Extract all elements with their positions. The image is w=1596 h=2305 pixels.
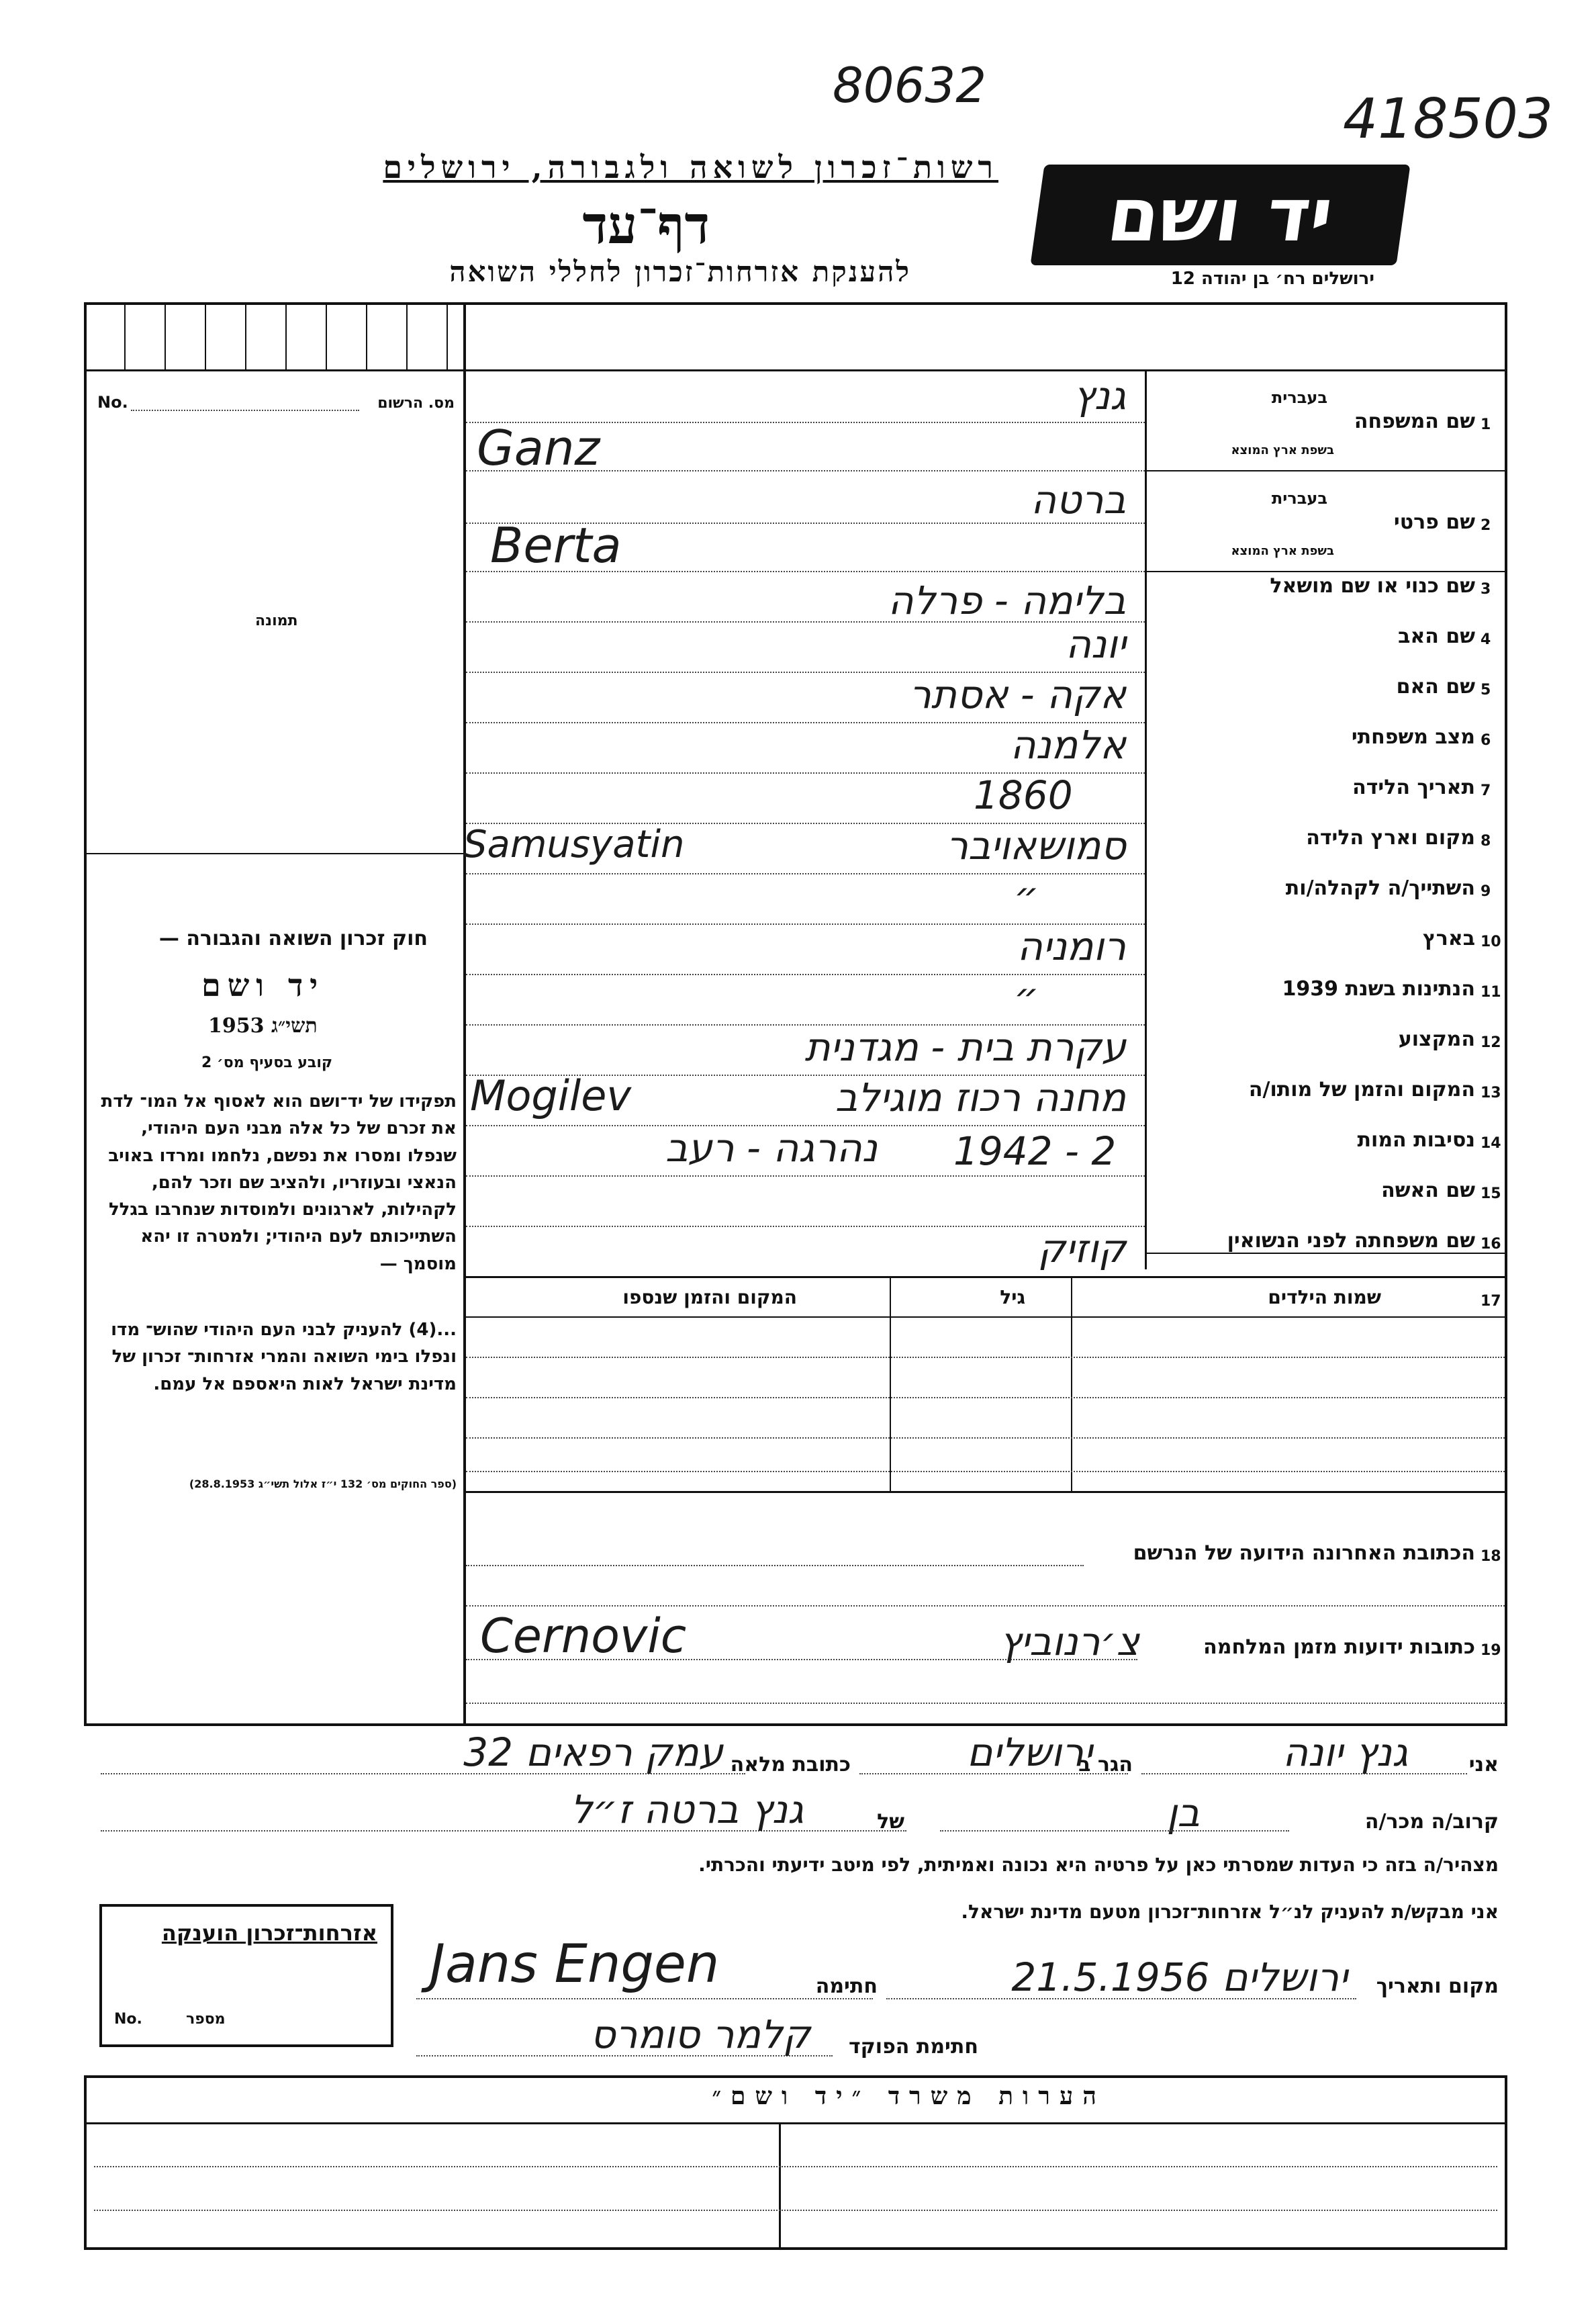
children-table-number: 17 (1481, 1293, 1501, 1310)
law-text-2: ...(4) להעניק לבני העם היהודי שהוש־ מדו ונפלו בימי השואה והמרי אזרחות־ זכרון של מדינת ישראל לאות היאספם אל עמם. (111, 1320, 457, 1394)
field-6-label: מצב משפחתי (1351, 725, 1475, 749)
children-header-place-time: המקום והזמן שנספו (622, 1286, 797, 1308)
law-name: יד ושם (201, 967, 325, 1003)
field-12-label: המקצוע (1398, 1028, 1475, 1051)
field-7-number: 7 (1481, 782, 1491, 799)
decl-full-address-label: כתובת מלאה (730, 1753, 851, 1776)
field-5-label: שם האם (1396, 675, 1475, 698)
field-1-orig-tag: בשפת ארץ המוצא (1231, 443, 1334, 457)
decl-statement: מצהיר/ה בזה כי העדות שמסרתי כאן על פרטיה היא נכונה ואמיתית, לפי מיטב ידיעתי והכרתי. (698, 1854, 1499, 1876)
decl-city: ירושלים (966, 1729, 1092, 1775)
address-18-number: 18 (1481, 1548, 1501, 1565)
grant-box (99, 1904, 393, 2047)
logo-address: ירושלים רח׳ בן יהודה 12 (1170, 269, 1374, 289)
field-14-value: נהרגה - רעב (665, 1125, 878, 1171)
authority-header: רשות־זכרון לשואה ולגבורה, ירושלים (383, 149, 998, 185)
decl-place-date: ירושלים 21.5.1956 (1011, 1954, 1348, 2000)
field-8-value-orig: Samusyatin (463, 823, 685, 866)
law-year: תשי״ג 1953 (208, 1014, 318, 1038)
field-13-number: 13 (1481, 1085, 1501, 1101)
decl-request: אני מבקש/ת להעניק לנ״ל אזרחות־זכרון מטעם מדינת ישראל. (961, 1901, 1499, 1923)
address-19-value-he: צ׳רנוביץ (999, 1619, 1139, 1664)
remarks-title: הערות משרד ״יד ושם״ (712, 2082, 1106, 2110)
field-3-number: 3 (1481, 581, 1491, 598)
field-3-label: שם כנוי או שם מושאל (1270, 574, 1475, 598)
decl-official-label: חתימת הפוקד (849, 2035, 978, 2059)
field-13-value: מחנה רכוז מוגילב (835, 1075, 1126, 1120)
address-19-value-orig: Cernovic (480, 1609, 687, 1664)
field-10-label: בארץ (1422, 927, 1475, 950)
address-19-label: כתובות ידועות מזמן המלחמה (1203, 1635, 1475, 1659)
field-9-number: 9 (1481, 883, 1491, 900)
grant-box-no-he: מספר (186, 2011, 226, 2028)
decl-i-am: אני (1468, 1753, 1499, 1776)
decl-place-date-label: מקום ותאריך (1376, 1975, 1499, 1998)
field-5-number: 5 (1481, 682, 1491, 698)
field-1-label: שם המשפחה (1354, 410, 1475, 433)
field-16-value: קוזיק (1037, 1226, 1126, 1271)
reg-no-en: No. (97, 393, 128, 412)
grant-box-no-en: No. (114, 2011, 142, 2028)
field-12-value: עקרת בית - מגדנית (804, 1024, 1126, 1070)
decl-resides: הגר ב (1078, 1753, 1133, 1776)
field-4-value: יונה (1066, 621, 1126, 667)
field-2-value-he: ברטה (1031, 477, 1126, 523)
form-subtitle: להענקת אזרחות־זכרון לחללי השואה (449, 255, 911, 288)
field-1-value-orig: Ganz (477, 420, 600, 476)
field-11-label: הנתינות בשנת 1939 (1282, 977, 1475, 1001)
photo-label: תמונה (255, 613, 298, 629)
decl-full-address: עמק רפאים 32 (463, 1729, 723, 1775)
file-number-right: 418503 (1343, 87, 1554, 151)
field-6-value: אלמנה (1010, 722, 1126, 768)
field-16-label: שם משפחתה לפני הנשואין (1227, 1229, 1475, 1253)
law-title: חוק זכרון השואה והגבורה — (158, 927, 428, 950)
address-19-number: 19 (1481, 1642, 1501, 1659)
field-1-number: 1 (1481, 416, 1491, 433)
field-9-label: השתייך/ה לקהלה/ות (1285, 876, 1475, 900)
children-header-age: גיל (1000, 1286, 1025, 1308)
field-1-he-tag: בעברית (1271, 388, 1327, 407)
field-11-value: ״ (1014, 974, 1039, 1020)
decl-relative: קרוב/ה מכר/ה (1364, 1810, 1499, 1834)
field-8-number: 8 (1481, 833, 1491, 850)
field-7-value: 1860 (974, 772, 1073, 818)
field-10-value: רומניה (1017, 923, 1126, 969)
field-9-value: ״ (1014, 873, 1039, 919)
field-8-label: מקום וארץ הלידה (1306, 826, 1475, 850)
field-8-value: סמושאויבר (946, 823, 1126, 868)
field-4-number: 4 (1481, 631, 1491, 648)
decl-signature-label: חתימה (815, 1975, 878, 1998)
field-3-value: בלימה - פרלה (888, 578, 1126, 623)
reg-no-he: מס. הרשום (377, 395, 455, 412)
field-4-label: שם האב (1398, 625, 1475, 648)
field-2-he-tag: בעברית (1271, 489, 1327, 508)
decl-signature: Jans Engen (430, 1934, 720, 1995)
field-14-year: 1942 - 2 (953, 1128, 1117, 1174)
file-number-left: 80632 (833, 57, 987, 114)
field-7-label: תאריך הלידה (1352, 776, 1475, 799)
decl-official-signature: קלמר סומרס (590, 2012, 810, 2057)
yad-vashem-logo (1030, 165, 1410, 265)
decl-name: גנץ יונה (1282, 1729, 1408, 1775)
decl-of-value: גנץ ברטה ז״ל (570, 1787, 804, 1832)
field-2-number: 2 (1481, 517, 1491, 534)
field-15-number: 15 (1481, 1185, 1501, 1202)
field-13-value-orig: Mogilev (470, 1071, 632, 1120)
logo-text: יד ושם (1102, 172, 1339, 258)
field-13-label: המקום והזמן של מותו/ה (1248, 1078, 1475, 1101)
law-clause: קובע בסעיף מס׳ 2 (201, 1054, 333, 1071)
field-16-number: 16 (1481, 1236, 1501, 1253)
field-15-label: שם האשה (1381, 1179, 1475, 1202)
children-header-names: שמות הילדים (1268, 1286, 1381, 1308)
field-14-label: נסיבות המות (1357, 1128, 1475, 1152)
grant-box-title: אזרחות־זכרון הוענקה (161, 1920, 377, 1946)
field-2-label: שם פרטי (1393, 510, 1475, 534)
field-5-value: אקה - אסתר (909, 672, 1126, 717)
law-text: תפקידו של יד־ושם הוא לאסוף אל המו־ לדת את זכרם של כל אלה מבני העם היהודי, שנפלו ומסרו את נפשם, נלחמו ומרדו באויב הנאצי ובעוזריו, ולהציב שם וזכר להם, לקהילות, לארגונים ולמוסדות שנחרבו בגלל השתייכותם לעם היהודי; ולמטרה זו יהא מוסמך — (101, 1091, 457, 1274)
field-12-number: 12 (1481, 1034, 1501, 1051)
law-source: (ספר החוקים מס׳ 132 י״ז אלול תשי״ג 28.8.1953) (189, 1478, 457, 1490)
form-title: דף־עד (582, 195, 710, 256)
field-11-number: 11 (1481, 984, 1501, 1001)
field-10-number: 10 (1481, 934, 1501, 950)
field-14-number: 14 (1481, 1135, 1501, 1152)
field-2-value-orig: Berta (490, 517, 622, 574)
field-2-orig-tag: בשפת ארץ המוצא (1231, 544, 1334, 558)
decl-of: של (877, 1810, 904, 1834)
address-18-label: הכתובת האחרונה הידועה של הנרשם (1133, 1541, 1475, 1565)
decl-son: בן (1166, 1790, 1200, 1836)
field-6-number: 6 (1481, 732, 1491, 749)
field-1-value-he: גנץ (1073, 373, 1126, 418)
